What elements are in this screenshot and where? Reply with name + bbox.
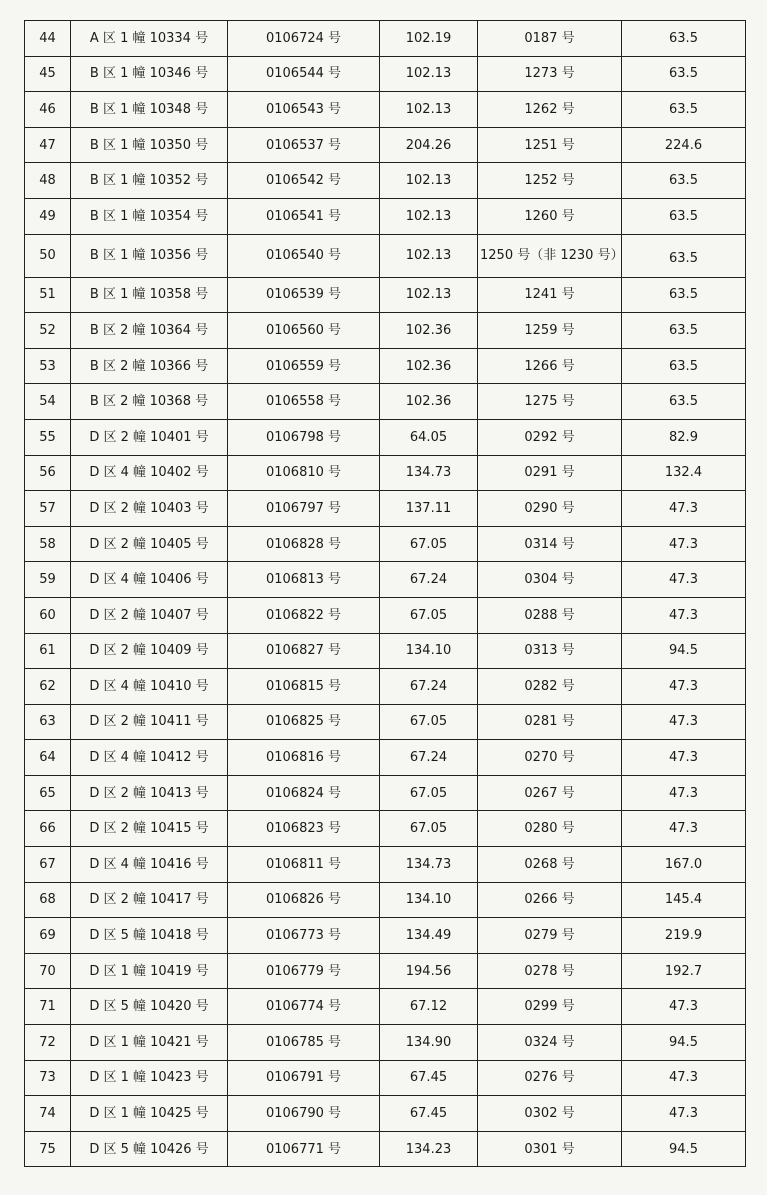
area-cell: 137.11 — [380, 491, 478, 527]
unit-number-cell: 1251 号 — [478, 127, 622, 163]
property-location-cell: B 区 1 幢 10346 号 — [71, 56, 228, 92]
certificate-number-cell: 0106825 号 — [228, 704, 380, 740]
area-cell: 102.36 — [380, 384, 478, 420]
value-cell: 63.5 — [622, 163, 746, 199]
area-cell: 134.73 — [380, 847, 478, 883]
value-cell: 63.5 — [622, 21, 746, 57]
property-location-cell: D 区 4 幢 10406 号 — [71, 562, 228, 598]
property-location-cell: D 区 2 幢 10417 号 — [71, 882, 228, 918]
row-number-cell: 73 — [25, 1060, 71, 1096]
value-cell: 47.3 — [622, 740, 746, 776]
certificate-number-cell: 0106779 号 — [228, 953, 380, 989]
table-row — [25, 384, 746, 420]
value-cell: 47.3 — [622, 526, 746, 562]
table-body — [25, 21, 746, 1167]
certificate-number-cell: 0106560 号 — [228, 313, 380, 349]
certificate-number-cell: 0106790 号 — [228, 1096, 380, 1132]
area-cell: 134.23 — [380, 1131, 478, 1167]
value-cell: 145.4 — [622, 882, 746, 918]
area-cell: 67.45 — [380, 1096, 478, 1132]
certificate-number-cell: 0106785 号 — [228, 1025, 380, 1061]
certificate-number-cell: 0106791 号 — [228, 1060, 380, 1096]
row-number-cell: 48 — [25, 163, 71, 199]
table-row — [25, 882, 746, 918]
row-number-cell: 47 — [25, 127, 71, 163]
area-cell: 67.24 — [380, 669, 478, 705]
area-cell: 67.05 — [380, 811, 478, 847]
value-cell: 47.3 — [622, 704, 746, 740]
value-cell: 47.3 — [622, 491, 746, 527]
certificate-number-cell: 0106797 号 — [228, 491, 380, 527]
table-row — [25, 92, 746, 128]
property-location-cell: D 区 2 幢 10411 号 — [71, 704, 228, 740]
unit-number-cell: 0290 号 — [478, 491, 622, 527]
area-cell: 194.56 — [380, 953, 478, 989]
unit-number-cell: 1275 号 — [478, 384, 622, 420]
area-cell: 204.26 — [380, 127, 478, 163]
row-number-cell: 44 — [25, 21, 71, 57]
property-location-cell: D 区 1 幢 10419 号 — [71, 953, 228, 989]
value-cell: 224.6 — [622, 127, 746, 163]
table-row — [25, 633, 746, 669]
table-row — [25, 491, 746, 527]
row-number-cell: 63 — [25, 704, 71, 740]
unit-number-cell: 0304 号 — [478, 562, 622, 598]
table-row — [25, 811, 746, 847]
unit-number-cell: 0281 号 — [478, 704, 622, 740]
table-row — [25, 597, 746, 633]
table-row — [25, 669, 746, 705]
certificate-number-cell: 0106798 号 — [228, 419, 380, 455]
area-cell: 134.90 — [380, 1025, 478, 1061]
unit-number-cell: 0314 号 — [478, 526, 622, 562]
property-location-cell: D 区 2 幢 10409 号 — [71, 633, 228, 669]
property-location-cell: D 区 2 幢 10401 号 — [71, 419, 228, 455]
certificate-number-cell: 0106559 号 — [228, 348, 380, 384]
area-cell: 102.13 — [380, 163, 478, 199]
certificate-number-cell: 0106824 号 — [228, 775, 380, 811]
table-row — [25, 56, 746, 92]
property-location-cell: B 区 2 幢 10368 号 — [71, 384, 228, 420]
area-cell: 64.05 — [380, 419, 478, 455]
value-cell: 94.5 — [622, 633, 746, 669]
table-row — [25, 313, 746, 349]
certificate-number-cell: 0106823 号 — [228, 811, 380, 847]
area-cell: 67.12 — [380, 989, 478, 1025]
table-row — [25, 127, 746, 163]
table-row — [25, 234, 746, 277]
unit-number-cell: 0266 号 — [478, 882, 622, 918]
value-cell: 47.3 — [622, 775, 746, 811]
property-location-cell: D 区 2 幢 10405 号 — [71, 526, 228, 562]
unit-number-cell: 0268 号 — [478, 847, 622, 883]
unit-number-cell: 0187 号 — [478, 21, 622, 57]
unit-number-cell: 1252 号 — [478, 163, 622, 199]
table-row — [25, 704, 746, 740]
certificate-number-cell: 0106826 号 — [228, 882, 380, 918]
row-number-cell: 54 — [25, 384, 71, 420]
certificate-number-cell: 0106773 号 — [228, 918, 380, 954]
table-row — [25, 21, 746, 57]
value-cell: 94.5 — [622, 1131, 746, 1167]
row-number-cell: 66 — [25, 811, 71, 847]
unit-number-cell: 1262 号 — [478, 92, 622, 128]
unit-number-cell: 1259 号 — [478, 313, 622, 349]
table-row — [25, 562, 746, 598]
property-location-cell: B 区 2 幢 10364 号 — [71, 313, 228, 349]
unit-number-cell: 0270 号 — [478, 740, 622, 776]
row-number-cell: 50 — [25, 234, 71, 277]
row-number-cell: 70 — [25, 953, 71, 989]
certificate-number-cell: 0106541 号 — [228, 198, 380, 234]
area-cell: 67.24 — [380, 562, 478, 598]
row-number-cell: 57 — [25, 491, 71, 527]
value-cell: 47.3 — [622, 669, 746, 705]
unit-number-cell: 1266 号 — [478, 348, 622, 384]
property-location-cell: D 区 4 幢 10410 号 — [71, 669, 228, 705]
value-cell: 63.5 — [622, 56, 746, 92]
unit-number-cell: 0282 号 — [478, 669, 622, 705]
table-row — [25, 526, 746, 562]
table-row — [25, 953, 746, 989]
row-number-cell: 61 — [25, 633, 71, 669]
area-cell: 67.05 — [380, 704, 478, 740]
property-location-cell: B 区 1 幢 10356 号 — [71, 234, 228, 277]
value-cell: 94.5 — [622, 1025, 746, 1061]
row-number-cell: 55 — [25, 419, 71, 455]
row-number-cell: 60 — [25, 597, 71, 633]
unit-number-cell: 1250 号（非 1230 号） — [478, 234, 622, 277]
property-location-cell: B 区 1 幢 10354 号 — [71, 198, 228, 234]
table-row — [25, 847, 746, 883]
value-cell: 167.0 — [622, 847, 746, 883]
certificate-number-cell: 0106811 号 — [228, 847, 380, 883]
value-cell: 47.3 — [622, 1096, 746, 1132]
area-cell: 134.10 — [380, 633, 478, 669]
property-location-cell: D 区 4 幢 10412 号 — [71, 740, 228, 776]
certificate-number-cell: 0106827 号 — [228, 633, 380, 669]
table-row — [25, 1025, 746, 1061]
unit-number-cell: 0291 号 — [478, 455, 622, 491]
row-number-cell: 75 — [25, 1131, 71, 1167]
area-cell: 67.05 — [380, 526, 478, 562]
table-row — [25, 989, 746, 1025]
property-location-cell: D 区 2 幢 10413 号 — [71, 775, 228, 811]
table-row — [25, 1096, 746, 1132]
property-location-cell: D 区 4 幢 10416 号 — [71, 847, 228, 883]
certificate-number-cell: 0106724 号 — [228, 21, 380, 57]
value-cell: 63.5 — [622, 348, 746, 384]
area-cell: 102.13 — [380, 92, 478, 128]
property-location-cell: B 区 1 幢 10352 号 — [71, 163, 228, 199]
property-location-cell: B 区 1 幢 10358 号 — [71, 277, 228, 313]
row-number-cell: 67 — [25, 847, 71, 883]
property-location-cell: B 区 1 幢 10350 号 — [71, 127, 228, 163]
certificate-number-cell: 0106822 号 — [228, 597, 380, 633]
table-row — [25, 455, 746, 491]
unit-number-cell: 0267 号 — [478, 775, 622, 811]
unit-number-cell: 0301 号 — [478, 1131, 622, 1167]
value-cell: 63.5 — [622, 384, 746, 420]
area-cell: 102.13 — [380, 234, 478, 277]
certificate-number-cell: 0106540 号 — [228, 234, 380, 277]
certificate-number-cell: 0106542 号 — [228, 163, 380, 199]
row-number-cell: 45 — [25, 56, 71, 92]
table-row — [25, 419, 746, 455]
row-number-cell: 46 — [25, 92, 71, 128]
value-cell: 47.3 — [622, 562, 746, 598]
row-number-cell: 69 — [25, 918, 71, 954]
area-cell: 102.13 — [380, 198, 478, 234]
table-row — [25, 348, 746, 384]
area-cell: 67.45 — [380, 1060, 478, 1096]
unit-number-cell: 0276 号 — [478, 1060, 622, 1096]
unit-number-cell: 0292 号 — [478, 419, 622, 455]
value-cell: 47.3 — [622, 811, 746, 847]
row-number-cell: 62 — [25, 669, 71, 705]
table-row — [25, 277, 746, 313]
row-number-cell: 51 — [25, 277, 71, 313]
certificate-number-cell: 0106813 号 — [228, 562, 380, 598]
table-row — [25, 1060, 746, 1096]
area-cell: 67.24 — [380, 740, 478, 776]
row-number-cell: 74 — [25, 1096, 71, 1132]
table-row — [25, 740, 746, 776]
certificate-number-cell: 0106810 号 — [228, 455, 380, 491]
area-cell: 102.36 — [380, 348, 478, 384]
property-location-cell: B 区 2 幢 10366 号 — [71, 348, 228, 384]
property-location-cell: D 区 1 幢 10421 号 — [71, 1025, 228, 1061]
value-cell: 63.5 — [622, 198, 746, 234]
certificate-number-cell: 0106816 号 — [228, 740, 380, 776]
row-number-cell: 52 — [25, 313, 71, 349]
unit-number-cell: 0302 号 — [478, 1096, 622, 1132]
unit-number-cell: 1241 号 — [478, 277, 622, 313]
value-cell: 47.3 — [622, 989, 746, 1025]
property-table — [24, 20, 746, 1167]
certificate-number-cell: 0106543 号 — [228, 92, 380, 128]
area-cell: 102.13 — [380, 56, 478, 92]
area-cell: 134.49 — [380, 918, 478, 954]
table-row — [25, 775, 746, 811]
value-cell: 192.7 — [622, 953, 746, 989]
value-cell: 63.5 — [622, 277, 746, 313]
area-cell: 67.05 — [380, 775, 478, 811]
value-cell: 47.3 — [622, 1060, 746, 1096]
table-row — [25, 163, 746, 199]
area-cell: 67.05 — [380, 597, 478, 633]
certificate-number-cell: 0106828 号 — [228, 526, 380, 562]
certificate-number-cell: 0106537 号 — [228, 127, 380, 163]
property-location-cell: D 区 5 幢 10426 号 — [71, 1131, 228, 1167]
row-number-cell: 49 — [25, 198, 71, 234]
value-cell: 63.5 — [622, 313, 746, 349]
row-number-cell: 58 — [25, 526, 71, 562]
certificate-number-cell: 0106771 号 — [228, 1131, 380, 1167]
property-location-cell: A 区 1 幢 10334 号 — [71, 21, 228, 57]
value-cell: 132.4 — [622, 455, 746, 491]
unit-number-cell: 0278 号 — [478, 953, 622, 989]
certificate-number-cell: 0106544 号 — [228, 56, 380, 92]
unit-number-cell: 0288 号 — [478, 597, 622, 633]
value-cell: 47.3 — [622, 597, 746, 633]
certificate-number-cell: 0106815 号 — [228, 669, 380, 705]
table-row — [25, 918, 746, 954]
property-location-cell: D 区 2 幢 10415 号 — [71, 811, 228, 847]
row-number-cell: 65 — [25, 775, 71, 811]
value-cell: 63.5 — [622, 234, 746, 277]
value-cell: 219.9 — [622, 918, 746, 954]
area-cell: 102.13 — [380, 277, 478, 313]
unit-number-cell: 1260 号 — [478, 198, 622, 234]
property-location-cell: D 区 4 幢 10402 号 — [71, 455, 228, 491]
unit-number-cell: 0299 号 — [478, 989, 622, 1025]
table-row — [25, 1131, 746, 1167]
property-location-cell: D 区 5 幢 10420 号 — [71, 989, 228, 1025]
table-row — [25, 198, 746, 234]
unit-number-cell: 0313 号 — [478, 633, 622, 669]
row-number-cell: 71 — [25, 989, 71, 1025]
certificate-number-cell: 0106539 号 — [228, 277, 380, 313]
row-number-cell: 72 — [25, 1025, 71, 1061]
property-location-cell: B 区 1 幢 10348 号 — [71, 92, 228, 128]
unit-number-cell: 0324 号 — [478, 1025, 622, 1061]
area-cell: 134.73 — [380, 455, 478, 491]
row-number-cell: 68 — [25, 882, 71, 918]
value-cell: 63.5 — [622, 92, 746, 128]
certificate-number-cell: 0106558 号 — [228, 384, 380, 420]
property-location-cell: D 区 2 幢 10407 号 — [71, 597, 228, 633]
value-cell: 82.9 — [622, 419, 746, 455]
property-location-cell: D 区 1 幢 10423 号 — [71, 1060, 228, 1096]
row-number-cell: 53 — [25, 348, 71, 384]
unit-number-cell: 1273 号 — [478, 56, 622, 92]
property-location-cell: D 区 5 幢 10418 号 — [71, 918, 228, 954]
row-number-cell: 59 — [25, 562, 71, 598]
area-cell: 102.19 — [380, 21, 478, 57]
certificate-number-cell: 0106774 号 — [228, 989, 380, 1025]
area-cell: 102.36 — [380, 313, 478, 349]
unit-number-cell: 0280 号 — [478, 811, 622, 847]
row-number-cell: 56 — [25, 455, 71, 491]
row-number-cell: 64 — [25, 740, 71, 776]
unit-number-cell: 0279 号 — [478, 918, 622, 954]
property-location-cell: D 区 2 幢 10403 号 — [71, 491, 228, 527]
area-cell: 134.10 — [380, 882, 478, 918]
property-location-cell: D 区 1 幢 10425 号 — [71, 1096, 228, 1132]
